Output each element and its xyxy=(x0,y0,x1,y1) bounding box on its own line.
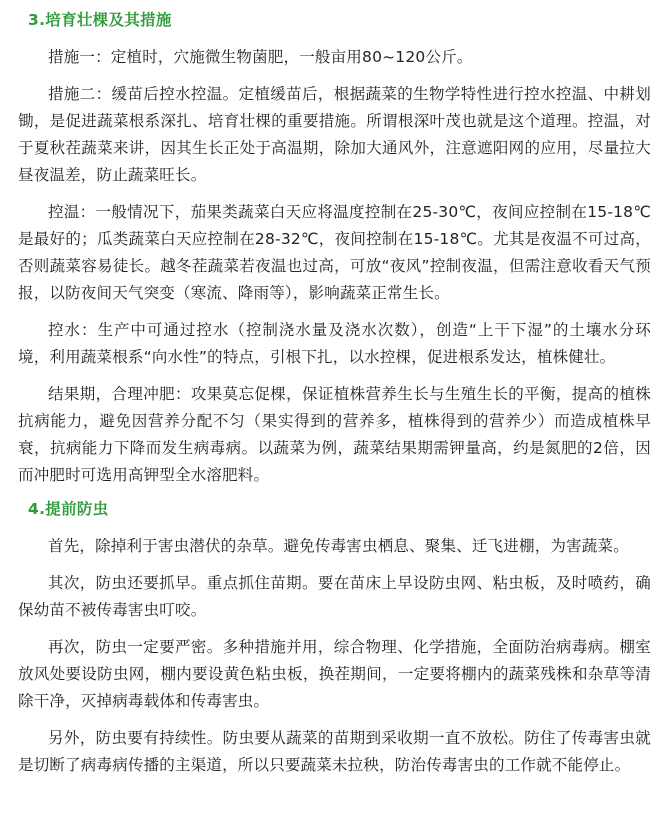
section-heading-3: 3.培育壮棵及其措施 xyxy=(28,11,172,29)
paragraph-pest-first: 首先，除掉利于害虫潜伏的杂草。避免传毒害虫栖息、聚集、迁飞进棚，为害蔬菜。 xyxy=(48,537,629,555)
paragraph-pest-fourth: 另外，防虫要有持续性。防虫要从蔬菜的苗期到采收期一直不放松。防住了传毒害虫就是切断了病毒病传播的主渠道，所以只要蔬菜未拉秧，防治传毒害虫的工作就不能停止。 xyxy=(18,729,651,774)
paragraph-water-control: 控水：生产中可通过控水（控制浇水量及浇水次数），创造“上干下湿”的土壤水分环境，利用蔬菜根系“向水性”的特点，引根下扎，以水控棵，促进根系发达，植株健壮。 xyxy=(18,321,651,366)
paragraph-fruiting-fertilizer: 结果期，合理冲肥：攻果莫忘促棵，保证植株营养生长与生殖生长的平衡，提高的植株抗病能力，避免因营养分配不匀（果实得到的营养多，植株得到的营养少）而造成植株早衰，抗病能力下降而发生病毒病。以蔬菜为例，蔬菜结果期需钾量高，约是氮肥的2倍，因而冲肥时可选用高钾型全水溶肥料。 xyxy=(18,385,651,484)
paragraph-pest-second: 其次，防虫还要抓早。重点抓住苗期。要在苗床上早设防虫网、粘虫板，及时喷药，确保幼苗不被传毒害虫叮咬。 xyxy=(18,574,651,619)
paragraph-temperature-control: 控温：一般情况下，茄果类蔬菜白天应将温度控制在25-30℃，夜间应控制在15-18℃是最好的；瓜类蔬菜白天应控制在28-32℃，夜间控制在15-18℃。尤其是夜温不可过高，否则蔬菜容易徒长。越冬茬蔬菜若夜温也过高，可放“夜风”控制夜温，但需注意收看天气预报，以防夜间天气突变（寒流、降雨等），影响蔬菜正常生长。 xyxy=(18,203,651,302)
section-heading-4: 4.提前防虫 xyxy=(28,500,109,518)
paragraph-measure-2: 措施二：缓苗后控水控温。定植缓苗后，根据蔬菜的生物学特性进行控水控温、中耕划锄，是促进蔬菜根系深扎、培育壮棵的重要措施。所谓根深叶茂也就是这个道理。控温，对于夏秋茬蔬菜来讲，因其生长正处于高温期，除加大通风外，注意遮阳网的应用，尽量拉大昼夜温差，防止蔬菜旺长。 xyxy=(18,85,651,184)
paragraph-measure-1: 措施一：定植时，穴施微生物菌肥，一般亩用80~120公斤。 xyxy=(48,48,473,66)
paragraph-pest-third: 再次，防虫一定要严密。多种措施并用，综合物理、化学措施，全面防治病毒病。棚室放风处要设防虫网，棚内要设黄色粘虫板，换茬期间，一定要将棚内的蔬菜残株和杂草等清除干净，灭掉病毒载体和传毒害虫。 xyxy=(18,638,651,710)
